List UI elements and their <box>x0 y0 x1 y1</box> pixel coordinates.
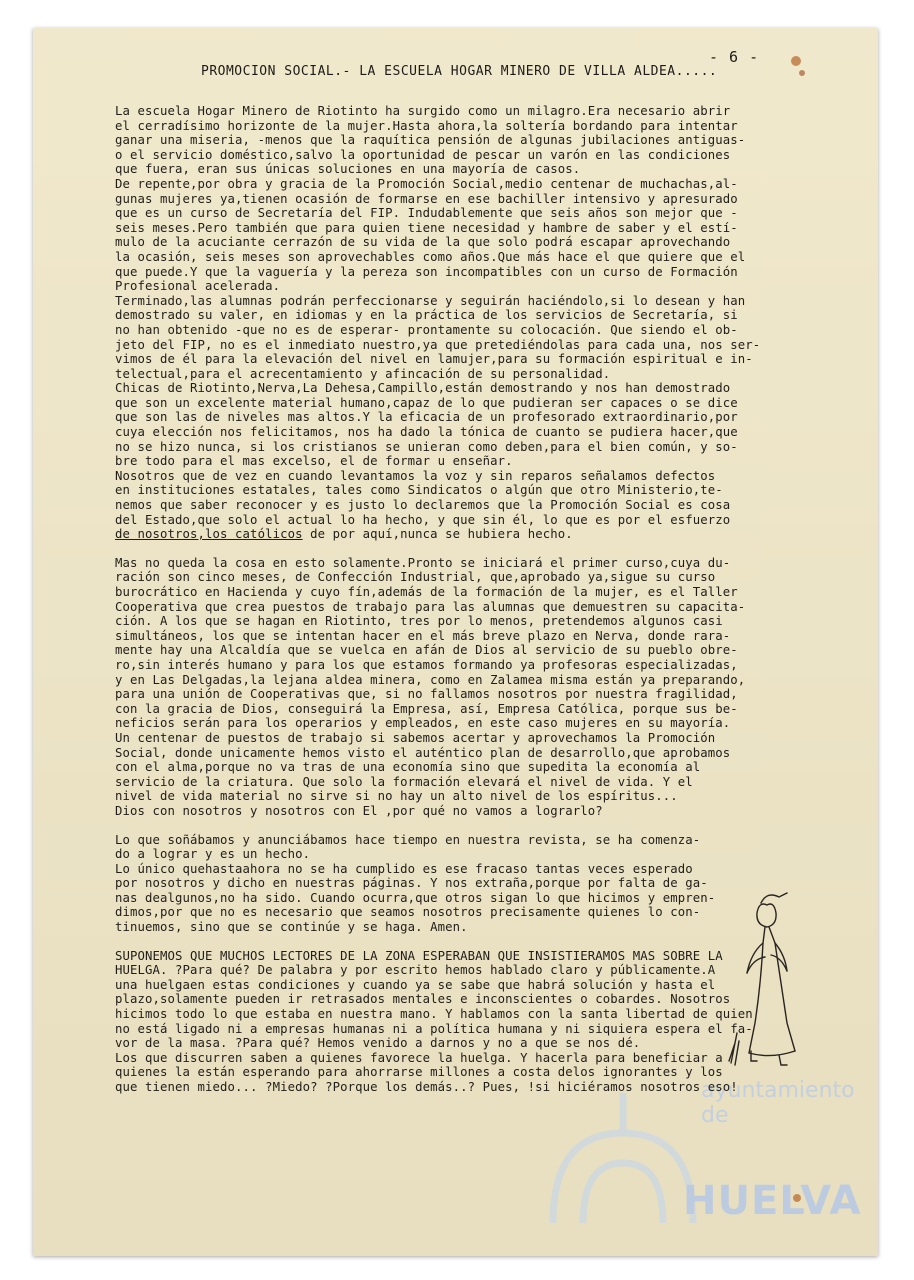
rust-stain <box>791 56 801 66</box>
paragraph: SUPONEMOS QUE MUCHOS LECTORES DE LA ZONA ESPERABAN QUE INSISTIERAMOS MAS SOBRE LA HUELGA. ?Para qué? De palabra y por escrito hemos hablado claro y públicamente.A una huelgaen estas condiciones y cuando ya se sabe que habrá solución y hasta el plazo,solamente pueden ir retrasados mentales e inconscientes o cobardes. Nosotros hicimos todo lo que estaba en nuestra mano. Y hablamos con la santa libertad de quien no está ligado ni a empresas humanas ni a política humana y ni siquiera espera el fa- vor de la masa. ?Para qué? Hemos venido a darnos y no a que se nos dé. Los que discurren saben a quienes favorece la huelga. Y hacerla para beneficiar a quienes la están esperando para ahorrarse millones a costa delos ignorantes y los que tienen miedo... ?Miedo? ?Porque los demás..? Pues, !si hiciéramos nosotros eso! <box>115 948 753 1094</box>
paragraph: Terminado,las alumnas podrán perfeccionarse y seguirán haciéndolo,si lo desean y han demostrado su valer, en idiomas y en la práctica de los servicios de Secretaría, si no han obtenido -que no es de esperar- prontamente su colocación. Que siendo el ob- jeto del FIP, no es el inmediato nuestro,ya que pretediéndolas para cada una, nos ser- vimos de él para la elevación del nivel en lamujer,para su formación espiritual e in- telectual,para el acrecentamiento y afincación de su personalidad. <box>115 293 761 381</box>
document-page <box>33 28 878 1256</box>
watermark-arch <box>583 1163 663 1223</box>
paragraph: Mas no queda la cosa en esto solamente.Pronto se iniciará el primer curso,cuya du- ración son cinco meses, de Confección Industrial, que,aprobado ya,sigue su curso burocrático en Hacienda y cuyo fín,además de la formación de la mujer, es el Taller Cooperativa que crea puestos de trabajo para las alumnas que demuestren su capacita- ción. A los que se hagan en Riotinto, tres por lo menos, pretendemos algunos casi simultáneos, los que se intentan hacer en el más breve plazo en Nerva, donde rara- mente hay una Alcaldía que se vuelca en afán de Dios al servicio de su pueblo obre- ro,sin interés humano y para los que estamos formando ya profesoras especializadas, y en Las Delgadas,la lejana aldea minera, como en Zalamea misma están ya preparando, para una unión de Cooperativas que, si no fallamos nosotros por nuestra fragilidad, con la gracia de Dios, conseguirá la Empresa, así, Empresa Católica, porque sus be- neficios serán para los operarios y empleados, en este caso mujeres en su mayoría. Un centenar de puestos de trabajo si sabemos acertar y aprovechamos la Promoción Social, donde unicamente hemos visto el auténtico plan de desarrollo,que aprobamos con el alma,porque no va tras de una economía sino que supedita la economía al servicio de la criatura. Que solo la formación elevará el nivel de vida. Y el nivel de vida material no sirve si no hay un alto nivel de los espíritus... Dios con nosotros y nosotros con El ,por qué no vamos a lograrlo? <box>115 555 746 818</box>
watermark-text-line1: ayuntamiento de <box>701 1078 855 1128</box>
page-number: - 6 - <box>709 48 760 66</box>
paragraph: De repente,por obra y gracia de la Promoción Social,medio centenar de muchachas,al- gunas mujeres ya,tienen ocasión de formarse en ese bachiller intensivo y apresurado que es un curso de Secretaría del FIP. Indudablemente que seis años son mejor que - seis meses.Pero también que para quien tiene necesidad y hambre de saber y el estí- mulo de la acuciante cerrazón de su vida de la que solo podrá escapar aprovechando la ocasión, seis meses son aprovechables como años.Que más hace el que quiere que el que puede.Y que la vaguería y la pereza son incompatibles con un curso de Formación Profesional acelerada. <box>115 176 746 294</box>
watermark-arch <box>553 1133 693 1223</box>
paragraph: Nosotros que de vez en cuando levantamos la voz y sin reparos señalamos defectos en instituciones estatales, tales como Sindicatos o algún que otro Ministerio,te- nemos que saber reconocer y es justo lo declaremos que la Promoción Social es cosa del Estado,que solo el actual lo ha hecho, y que sin él, lo que es por el esfuerzo <box>115 468 731 527</box>
paragraph-last-line <box>115 527 845 542</box>
paragraph: Lo que soñábamos y anunciábamos hace tiempo en nuestra revista, se ha comenza- do a lograr y es un hecho. Lo único quehastaahora no se ha cumplido es ese fracaso tantas veces esperado por nosotros y dicho en nuestras páginas. Y nos extraña,porque por falta de ga- nas dealgunos,no ha sido. Cuando ocurra,que otros sigan lo que hicimos y empren- dimos,por que no es necesario que seamos nosotros precisamente quienes lo con- tinuemos, sino que se continúe y se haga. Amen. <box>115 832 716 935</box>
rust-stain <box>799 70 805 76</box>
article-body <box>115 104 845 1095</box>
watermark-text-line2: HUELVA <box>683 1178 862 1224</box>
paragraph: La escuela Hogar Minero de Riotinto ha surgido como un milagro.Era necesario abrir el cerradísimo horizonte de la mujer.Hasta ahora,la soltería bordando para intentar ganar una miseria, -menos que la raquítica pensión de algunas jubilaciones antiguas- o el servicio doméstico,salvo la oportunidad de pescar un varón en las condiciones que fuera, eran sus únicas soluciones en una mayoría de casos. <box>115 104 746 177</box>
paragraph-tail: de por aquí,nunca se hubiera hecho. <box>302 527 573 542</box>
page-title: PROMOCION SOCIAL.- LA ESCUELA HOGAR MINERO DE VILLA ALDEA..... <box>201 64 718 79</box>
paragraph: Chicas de Riotinto,Nerva,La Dehesa,Campillo,están demostrando y nos han demostrado que son un excelente material humano,capaz de lo que pudieran ser capaces o se dice que son las de niveles mas altos.Y la eficacia de un profesorado extraordinario,por cuya elección nos felicitamos, nos ha dado la tónica de cuanto se pudiera hacer,que no se hizo nunca, si los cristianos se unieran como deben,para el bien común, y so- bre todo para el mas excelso, el de formar u enseñar. <box>115 381 738 469</box>
underlined-phrase: de nosotros,los católicos <box>115 527 303 542</box>
